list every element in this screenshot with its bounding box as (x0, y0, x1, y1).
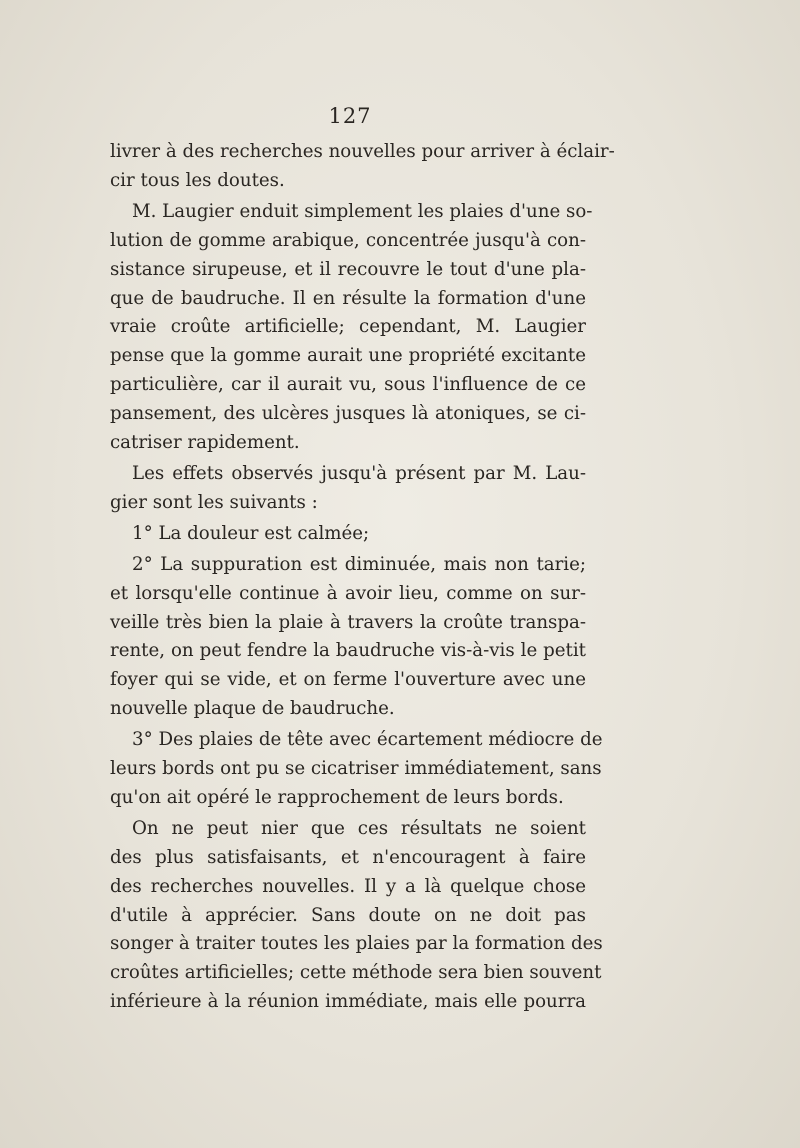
text-line: foyer qui se vide, et on ferme l'ouverture avec une (110, 669, 586, 691)
text-line: cir tous les doutes. (110, 169, 285, 191)
text-line: Les effets observés jusqu'à présent par M. Lau- (132, 462, 586, 484)
text-line: lution de gomme arabique, concentrée jusqu'à con- (110, 229, 586, 251)
text-line: des recherches nouvelles. Il y a là quelque chose (110, 875, 586, 897)
paragraph (110, 815, 603, 1017)
text-line: croûtes artificielles; cette méthode sera bien souvent (110, 962, 602, 984)
text-line: nouvelle plaque de baudruche. (110, 698, 395, 720)
text-line: veille très bien la plaie à travers la croûte transpa- (110, 611, 586, 633)
text-line: que de baudruche. Il en résulte la formation d'une (110, 287, 586, 309)
paragraph (110, 551, 586, 724)
text-line: songer à traiter toutes les plaies par la formation des (110, 933, 603, 955)
page-number: 127 (328, 104, 372, 128)
paragraph (110, 460, 586, 518)
body-text (110, 138, 615, 1019)
text-line: pense que la gomme aurait une propriété excitante (110, 345, 586, 367)
text-line: des plus satisfaisants, et n'encouragent à faire (110, 846, 586, 868)
paragraph (110, 198, 593, 458)
text-line: leurs bords ont pu se cicatriser immédiatement, sans (110, 758, 602, 780)
text-line: catriser rapidement. (110, 432, 300, 454)
text-line: On ne peut nier que ces résultats ne soient (132, 817, 586, 839)
text-line: vraie croûte artificielle; cependant, M. Laugier (110, 316, 586, 338)
text-line: 2° La suppuration est diminuée, mais non tarie; (132, 553, 586, 575)
text-line: M. Laugier enduit simplement les plaies d'une so- (132, 200, 593, 222)
text-line: gier sont les suivants : (110, 491, 318, 513)
paragraph (110, 138, 615, 196)
text-line: rente, on peut fendre la baudruche vis-à-vis le petit (110, 640, 586, 662)
text-line: pansement, des ulcères jusques là atoniques, se ci- (110, 403, 586, 425)
text-line: 1° La douleur est calmée; (132, 522, 370, 544)
paragraph (110, 520, 586, 549)
text-line: d'utile à apprécier. Sans doute on ne doit pas (110, 904, 586, 926)
text-line: particulière, car il aurait vu, sous l'influence de ce (110, 374, 586, 396)
text-line: sistance sirupeuse, et il recouvre le tout d'une pla- (110, 258, 586, 280)
text-line: 3° Des plaies de tête avec écartement médiocre de (132, 729, 603, 751)
text-line: et lorsqu'elle continue à avoir lieu, comme on sur- (110, 582, 586, 604)
paragraph (110, 726, 603, 813)
text-line: inférieure à la réunion immédiate, mais elle pourra (110, 991, 586, 1013)
text-line: livrer à des recherches nouvelles pour arriver à éclair- (110, 141, 615, 162)
text-line: qu'on ait opéré le rapprochement de leurs bords. (110, 786, 564, 808)
